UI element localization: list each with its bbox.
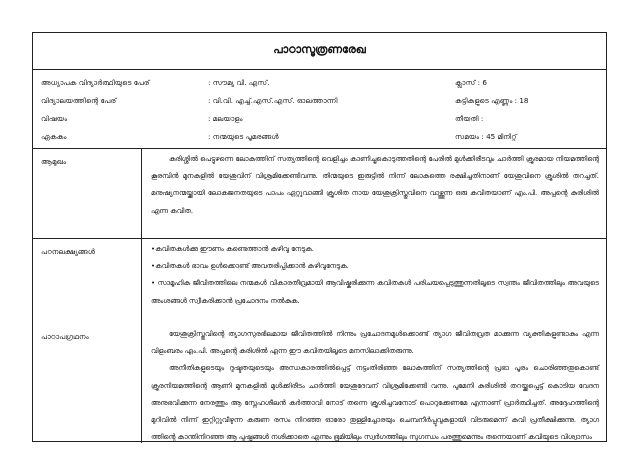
date-label: തീയതി :	[455, 114, 484, 123]
goal-item: •കവിതകൾ ഭാവം ഉൾക്കൊണ്ട് അവതരിപ്പിക്കാൻ കഴിവുനേടുക.	[151, 262, 349, 271]
concept-paragraph: അനീതികളുടെയും ദുഷ്ടതയുടെയും അന്ധകാരത്തിൽപ്പെട്ട് നട്ടംതിരിഞ്ഞ ലോകത്തിന് സത്യത്തിന്റെ പ്രഭാ പൂരം ചൊരിഞ്ഞതുകൊണ്ട് ക്രൂരനിയമത്തിന്റെ ആണി മുനകളിൽ മുൾക്കിരീടം ചാർത്തി യേശുദേവന് വിശ്രമിക്കേണ്ടി വന്നു. പുമേനി കുരിശിൽ തറയ്ക്കപ്പെട്ട് കൊടിയ വേദന അനുഭവിക്കുന്ന നേരത്തും ആ സ്നേഹശീലൻ കർത്താവി നോട് തന്നെ ക്രൂശിച്ചവനോട് പൊറുക്കേണമേ എന്നാണ് പ്രാർത്ഥിച്ചത്. അദ്ദേഹത്തിന്റെ മുറിവിൽ നിന്ന് ഇറ്റിറ്റുവീഴുന്ന കരുണ രസം നിറഞ്ഞ ഓരോ തുള്ളിച്ചോരയും ചെമ്പനീർപ്പൂവുകളായി വിടരുമെന്ന് കവി പ്രതീക്ഷിക്കുന്നു. ത്യാഗ ത്തിന്റെ കാന്തിനിറഞ്ഞ ആ പുഷ്പങ്ങൾ നശിക്കാതെ എന്നും ഭൂമിയിലും സ്വർഗത്തിലും സുഗന്ധം പരത്തുമെന്നും തന്നെയാണ് കവിയുടെ വിശ്വാസം	[151, 364, 599, 442]
goals-label: പഠനലക്ഷ്യങ്ങൾ	[41, 247, 96, 256]
concept-text	[151, 326, 599, 446]
meta-row-unit	[33, 127, 606, 146]
school-value: : വി.വി. എച്ച്.എസ്.എസ്. ഓലത്താന്നി	[208, 96, 338, 105]
subject-value: : മലയാളം	[208, 114, 243, 123]
goals-list	[151, 241, 599, 310]
meta-row-teacher	[33, 73, 606, 92]
subject-label: വിഷയം	[41, 114, 68, 123]
unit-label: ഏകകം	[41, 132, 67, 141]
time-label: സമയം : 45 മിനിറ്റ്	[455, 132, 517, 141]
teacher-value: : സൗമ്യ വി. എസ്.	[208, 78, 270, 87]
unit-value: : നന്മയുടെ പൂമരങ്ങൾ	[208, 132, 279, 141]
meta-block	[33, 70, 606, 149]
meta-row-subject	[33, 109, 606, 128]
page-title: പാഠാസൂത്രണരേഖ	[273, 43, 366, 56]
students-label: കുട്ടികളുടെ എണ്ണം : 18	[455, 96, 529, 105]
concept-label: പാഠാപഗ്രഥനം	[41, 332, 89, 341]
divider-intro	[33, 238, 606, 239]
body-section	[33, 149, 606, 443]
lesson-plan-sheet	[32, 32, 607, 442]
class-label: ക്ലാസ് : 6	[455, 78, 487, 87]
intro-text: കുരിശ്ശിൽ പെട്ടുഴന്നെ ലോകത്തിന് സത്യത്തിന്റെ വെളിച്ചം കാണിച്ചുകൊടുത്തതിന്റെ പേരിൽ മുൾക്കിരീടവും ചാർത്തി ക്രൂരമായ നിയമത്തിന്റെ കൂരമ്പിൻ മുനകളിൽ യേശുവിന് വിശ്രമിക്കേണ്ടിവന്നു. തിന്മയുടെ ഇരുട്ടിൽ നിന്ന് ലോകത്തെ രക്ഷിച്ചതിനാണ് യേശുവിനെ ക്രൂശിൽ തറച്ചത്. മനുഷ്യനന്മയ്ക്കായി ലോകജനതയുടെ പാപം ഏറ്റുവാങ്ങി ക്രൂശിത നായ യേശുക്രിസ്തുവിനെ വാഴ്ത്തുന്ന ഒരു കവിതയാണ് എം.പി. അപ്പന്റെ കുരിശിൽ എന്ന കവിത.	[151, 155, 599, 215]
column-divider	[141, 149, 142, 443]
teacher-label: അധ്യാപക വിദ്യാർത്ഥിയുടെ പേര്	[41, 78, 150, 87]
school-label: വിദ്യാലയത്തിന്റെ പേര്	[41, 96, 117, 105]
intro-label: ആമുഖം	[41, 157, 67, 166]
title-row	[33, 33, 606, 70]
goal-item: • സാമൂഹിക ജീവിതത്തിലെ നന്മകൾ വികാരതീവ്രമായി ആവിഷ്കരിക്കുന്ന കവിതകൾ പരിചയപ്പെടുത്തുന്നതിലൂടെ സ്വന്തം ജീവിതത്തിലും അവയുടെ അംശങ്ങൾ സ്വീകരിക്കാൻ പ്രചോദനം നൽകുക.	[151, 279, 599, 305]
meta-row-school	[33, 91, 606, 110]
concept-paragraph: യേശുക്രിസ്തുവിന്റെ ത്യാഗസുരഭിലമായ ജീവിതത്തിൽ നിന്നും പ്രചോദനമുൾക്കൊണ്ട് ത്യാഗ ജീവിതവ്രത മാക്കുന്ന വ്യക്തികളുണ്ടാകും എന്ന വിളംബരം എം.പി. അപ്പന്റെ കുരിശിൽ എന്ന ഈ കവിതയിലൂടെ മനസിലാക്കിതരുന്നു.	[151, 330, 599, 356]
goal-item: •കവിതകൾക്കു ഈണം കണ്ടെത്താൻ കഴിവു നേടുക.	[151, 245, 314, 253]
